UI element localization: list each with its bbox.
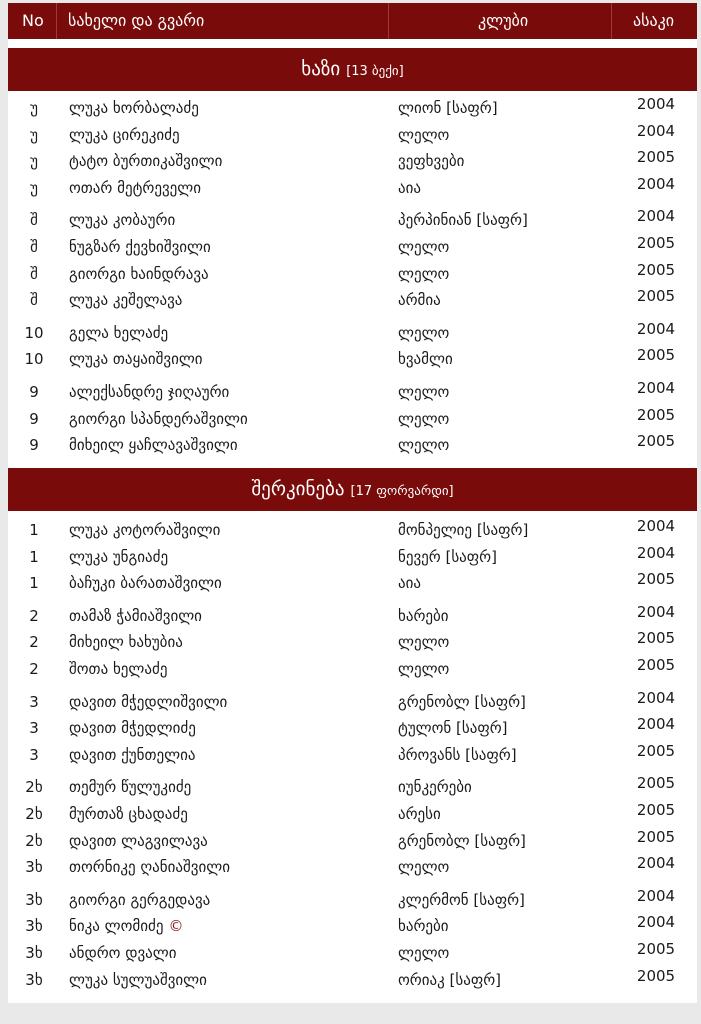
table-row	[8, 570, 697, 597]
player-position: შ	[30, 211, 38, 230]
player-name-text: ბაჩუკი ბარათაშვილი	[69, 574, 222, 593]
player-birth-year: 2004	[636, 121, 676, 140]
header-divider	[56, 3, 57, 39]
player-position: 2ხ	[25, 831, 43, 850]
player-club: კლერმონ [საფრ]	[398, 890, 525, 909]
player-name-text: ალექსანდრე ჯიღაური	[69, 382, 230, 401]
header-club: კლუბი	[478, 11, 529, 30]
table-row	[8, 828, 697, 855]
player-birth-year: 2005	[636, 827, 676, 846]
player-name	[69, 891, 210, 909]
table-row	[8, 689, 697, 716]
player-birth-year: 2004	[636, 319, 676, 338]
section-backs	[8, 95, 697, 459]
player-name	[69, 858, 230, 876]
player-name-text: ლუკა კეშელავა	[69, 291, 183, 310]
player-name-text: ნიკა ლომიძე	[69, 917, 164, 936]
table-row	[8, 854, 697, 881]
player-birth-year: 2005	[636, 939, 676, 958]
player-club: პროვანს [საფრ]	[398, 745, 517, 764]
player-name	[69, 832, 208, 850]
player-position: 9	[29, 409, 39, 428]
player-name-text: ტატო ბურთიკაშვილი	[69, 152, 223, 171]
table-row	[8, 517, 697, 544]
player-club: ვეფხვები	[398, 152, 465, 171]
player-club: მონპელიე [საფრ]	[398, 521, 529, 539]
player-position: შ	[30, 237, 38, 256]
table-row	[8, 148, 697, 175]
header-age: ასაკი	[633, 11, 675, 30]
table-row	[8, 603, 697, 630]
section-title: შერკინება	[251, 478, 345, 500]
position-group	[8, 95, 697, 201]
player-position: 3ხ	[25, 858, 43, 877]
table-row	[8, 801, 697, 828]
player-name	[69, 126, 180, 144]
player-birth-year: 2005	[636, 405, 676, 424]
player-name-text: დავით ლაგვილავა	[69, 831, 208, 850]
player-name-text: დავით მჭედლიძე	[69, 719, 196, 738]
player-name	[69, 917, 183, 935]
player-name-text: ლუკა უნგიაძე	[69, 547, 169, 566]
player-name-text: დავით მჭედლიშვილი	[69, 692, 228, 711]
player-name-text: ლუკა ცირეკიძე	[69, 125, 180, 144]
player-club: იუნკერები	[398, 778, 472, 797]
player-club: ლელო	[398, 323, 450, 342]
player-birth-year: 2005	[636, 287, 676, 306]
player-name	[69, 265, 209, 283]
player-birth-year: 2004	[636, 174, 676, 193]
player-name	[69, 99, 199, 117]
header-name: სახელი და გვარი	[68, 11, 205, 30]
player-birth-year: 2005	[636, 774, 676, 793]
player-birth-year: 2005	[636, 966, 676, 985]
player-club: ლელო	[398, 436, 450, 455]
player-name	[69, 660, 167, 678]
table-row	[8, 913, 697, 940]
table-row	[8, 95, 697, 122]
player-position: 1	[29, 547, 39, 566]
table-row	[8, 940, 697, 967]
table-row	[8, 234, 697, 261]
player-name-text: ლუკა კობაური	[69, 211, 176, 230]
player-club: ლიონ [საფრ]	[398, 99, 498, 117]
position-group	[8, 207, 697, 313]
player-name	[69, 179, 201, 197]
player-name	[69, 324, 168, 342]
player-name-text: გელა ხელაძე	[69, 323, 169, 342]
player-position: 2	[29, 606, 39, 625]
table-row	[8, 320, 697, 347]
player-club: გრენობლ [საფრ]	[398, 692, 526, 711]
player-club: გრენობლ [საფრ]	[398, 831, 526, 850]
player-name-text: თემურ წულუკიძე	[69, 778, 192, 797]
player-position: 3ხ	[25, 943, 43, 962]
player-name	[69, 944, 177, 962]
player-position: 10	[24, 323, 44, 342]
player-name	[69, 410, 248, 428]
player-club: პერპინიან [საფრ]	[398, 211, 528, 230]
player-name	[69, 436, 238, 454]
player-birth-year: 2005	[636, 800, 676, 819]
section-count: [17 ფორვარდი]	[350, 484, 454, 499]
player-position: 9	[29, 436, 39, 455]
player-birth-year: 2004	[636, 378, 676, 397]
player-position: 3ხ	[25, 917, 43, 936]
section-title: ხაზი	[301, 58, 341, 80]
player-birth-year: 2005	[636, 741, 676, 760]
player-birth-year: 2005	[636, 629, 676, 648]
player-position: 2	[29, 659, 39, 678]
player-birth-year: 2004	[636, 543, 676, 562]
table-row	[8, 287, 697, 314]
player-position: 3	[29, 745, 39, 764]
player-name-text: გიორგი გერგედავა	[69, 890, 211, 909]
player-position: 10	[24, 350, 44, 369]
player-birth-year: 2004	[636, 95, 676, 113]
player-club: ნევერ [საფრ]	[398, 547, 497, 566]
player-name-text: ლუკა კოტორაშვილი	[69, 521, 221, 539]
player-club: ლელო	[398, 858, 450, 877]
table-row	[8, 175, 697, 202]
table-row	[8, 774, 697, 801]
player-birth-year: 2004	[636, 688, 676, 707]
table-row	[8, 967, 697, 994]
header-no: No	[22, 11, 44, 30]
table-row	[8, 122, 697, 149]
table-row	[8, 379, 697, 406]
player-position: 9	[29, 382, 39, 401]
player-name	[69, 693, 227, 711]
player-name	[69, 778, 191, 796]
player-name-text: ოთარ მეტრეველი	[69, 178, 201, 197]
player-birth-year: 2004	[636, 207, 676, 226]
player-position: 3	[29, 692, 39, 711]
player-name-text: თამაზ ჭამიაშვილი	[69, 606, 202, 625]
player-club: ლელო	[398, 633, 450, 652]
player-name-text: დავით ქუნთელია	[69, 745, 196, 764]
player-club: ლელო	[398, 943, 450, 962]
player-club: აია	[398, 574, 421, 593]
player-name	[69, 633, 183, 651]
player-club: ორიაკ [საფრ]	[398, 970, 502, 989]
player-name	[69, 238, 211, 256]
section-band-forwards	[8, 468, 697, 511]
player-name-text: ლუკა სულუაშვილი	[69, 970, 207, 989]
player-position: 3	[29, 719, 39, 738]
player-position: 2	[29, 633, 39, 652]
section-band-backs	[8, 48, 697, 91]
player-birth-year: 2005	[636, 233, 676, 252]
player-club: არესი	[398, 804, 441, 823]
table-row	[8, 715, 697, 742]
player-name-text: გიორგი ხაინდრავა	[69, 264, 209, 283]
player-club: ლელო	[398, 264, 450, 283]
player-club: ლელო	[398, 125, 450, 144]
player-name-text: მურთაზ ცხადაძე	[69, 804, 188, 823]
position-group	[8, 320, 697, 373]
player-position: შ	[30, 291, 38, 310]
roster-table	[8, 3, 697, 1003]
player-club: ლელო	[398, 237, 450, 256]
table-row	[8, 432, 697, 459]
position-group	[8, 517, 697, 597]
table-header	[8, 3, 697, 39]
section-count: [13 ბექი]	[346, 64, 404, 79]
position-group	[8, 689, 697, 769]
player-position: უ	[30, 99, 38, 117]
player-name-text: ლუკა თაყაიშვილი	[69, 350, 203, 369]
header-divider	[611, 3, 612, 39]
player-name-text: ნუგზარ ქევხიშვილი	[69, 237, 211, 256]
player-club: არმია	[398, 291, 441, 310]
player-birth-year: 2005	[636, 655, 676, 674]
player-name	[69, 521, 220, 539]
player-club: ლელო	[398, 409, 450, 428]
player-name	[69, 211, 175, 229]
player-birth-year: 2004	[636, 602, 676, 621]
player-club: ხვამლი	[398, 350, 453, 369]
player-name-text: გიორგი სპანდერაშვილი	[69, 409, 248, 428]
position-group	[8, 887, 697, 993]
player-name-text: მიხეილ ყაჩლავაშვილი	[69, 436, 238, 455]
player-name	[69, 350, 203, 368]
table-row	[8, 887, 697, 914]
player-name	[69, 291, 182, 309]
player-birth-year: 2005	[636, 148, 676, 167]
player-name	[69, 574, 222, 592]
position-group	[8, 379, 697, 459]
header-divider	[388, 3, 389, 39]
player-name	[69, 607, 202, 625]
player-club: აია	[398, 178, 421, 197]
player-birth-year: 2004	[636, 517, 676, 535]
player-name	[69, 805, 188, 823]
table-row	[8, 656, 697, 683]
player-position: 3ხ	[25, 970, 43, 989]
player-position: 2ხ	[25, 778, 43, 797]
player-position: 1	[29, 574, 39, 593]
table-row	[8, 544, 697, 571]
player-position: უ	[30, 152, 38, 171]
player-name	[69, 152, 222, 170]
player-club: ლელო	[398, 659, 450, 678]
player-name-text: მიხეილ ხახუბია	[69, 633, 183, 652]
table-row	[8, 629, 697, 656]
player-position: უ	[30, 178, 38, 197]
player-name	[69, 971, 207, 989]
player-birth-year: 2005	[636, 346, 676, 365]
player-name-text: თორნიკე ღანიაშვილი	[69, 858, 230, 877]
player-name	[69, 719, 196, 737]
player-birth-year: 2005	[636, 432, 676, 451]
player-birth-year: 2004	[636, 854, 676, 873]
player-name-text: შოთა ხელაძე	[69, 659, 168, 678]
player-name	[69, 746, 195, 764]
player-name-text: ანდრო დვალი	[69, 943, 177, 962]
table-row	[8, 207, 697, 234]
table-row	[8, 742, 697, 769]
player-position: 1	[29, 521, 39, 539]
player-birth-year: 2005	[636, 570, 676, 589]
player-club: ტულონ [საფრ]	[398, 719, 508, 738]
position-group	[8, 774, 697, 880]
player-club: ლელო	[398, 382, 450, 401]
position-group	[8, 603, 697, 683]
player-birth-year: 2004	[636, 886, 676, 905]
captain-mark: ©	[168, 917, 184, 936]
player-name	[69, 383, 229, 401]
player-position: 2ხ	[25, 804, 43, 823]
section-forwards	[8, 517, 697, 993]
player-club: ხარები	[398, 917, 449, 936]
player-birth-year: 2004	[636, 715, 676, 734]
player-position: 3ხ	[25, 890, 43, 909]
player-club: ხარები	[398, 606, 449, 625]
player-name	[69, 548, 168, 566]
table-row	[8, 406, 697, 433]
player-position: უ	[30, 125, 38, 144]
table-row	[8, 261, 697, 288]
player-name-text: ლუკა ხორბალაძე	[69, 99, 199, 117]
player-position: შ	[30, 264, 38, 283]
table-row	[8, 346, 697, 373]
player-birth-year: 2004	[636, 913, 676, 932]
player-birth-year: 2005	[636, 260, 676, 279]
